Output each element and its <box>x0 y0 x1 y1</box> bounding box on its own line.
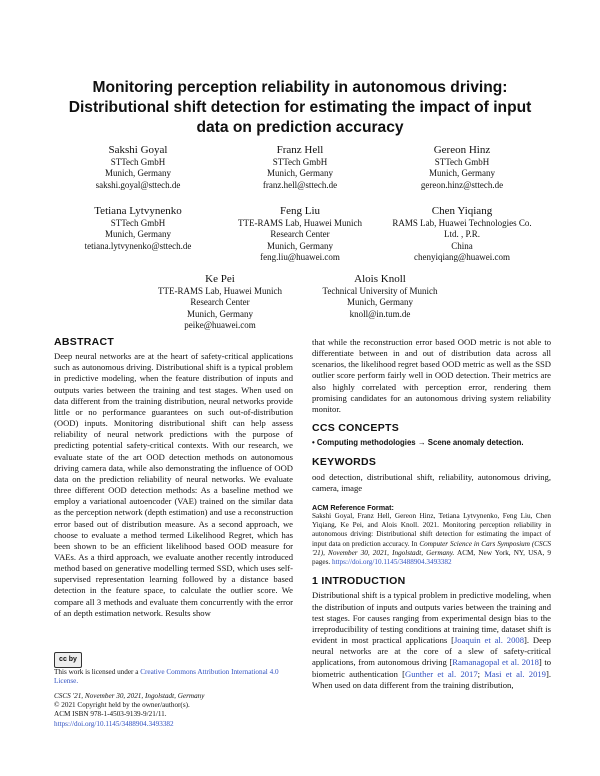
author-name: Alois Knoll <box>354 273 406 285</box>
title-line-2: Distributional shift detection for estimating the impact of input <box>68 99 532 116</box>
author-location: Munich, Germany <box>429 168 495 179</box>
abstract-heading: ABSTRACT <box>54 336 115 348</box>
author-email: peike@huawei.com <box>184 319 256 330</box>
author-name: Franz Hell <box>276 144 324 156</box>
right-column <box>312 337 551 691</box>
author-email: gereon.hinz@sttech.de <box>420 179 504 190</box>
author-block <box>376 204 548 263</box>
citation-link[interactable]: Joaquin et al. 2008 <box>453 635 524 646</box>
acm-reference <box>312 512 551 567</box>
keywords-text: ood detection, distributional shift, reliability, autonomous driving, camera, image <box>312 471 551 493</box>
acm-ref-text: Sakshi Goyal, Franz Hell, Gereon Hinz, Tetiana Lytvynenko, Feng Liu, Chen Yiqiang, Ke Pei, and Alois Knoll. 2021. Monitoring perception reliability in autonomous driving: Distributional shift detection for estimating the impact of input data on prediction accuracy. In <box>312 512 551 548</box>
author-email: knoll@in.tum.de <box>349 308 411 319</box>
title-line-3: data on prediction accuracy <box>196 119 404 136</box>
intro-p5: ]. When used on data different from the training distribution, <box>312 668 551 690</box>
citation-link[interactable]: Ramanagopal et al. 2018 <box>452 657 539 668</box>
author-email: tetiana.lytvynenko@sttech.de <box>84 240 192 251</box>
author-location: Munich, Germany <box>187 308 253 319</box>
author-affiliation: STTech GmbH <box>434 157 490 167</box>
author-affiliation: Technical University of Munich <box>322 286 438 296</box>
author-block <box>382 143 542 191</box>
abstract-text: Deep neural networks are at the heart of safety-critical applications such as autonomous driving. Distributional shift is a typical problem in predictive modeling, when the feature distribution of inputs and outputs varies between the training and test stages. When used on data different from the training distribution, neural networks provide little or no performance guarantees on such out-of-distribution (OOD) inputs. Monitoring distributional shift can help assess reliability of neural network predictions with the purpose of predicting potential safety-critical contexts. With our research, we evaluate state of the art OOD detection methods on autonomous driving camera data, while also demonstrating the influence of OOD data on the prediction reliability of neural networks. We evaluate three different OOD detection methods: As a baseline method we employ a variational autoencoder (VAE) trained on the similar data as the perception network (depth estimation) and use a reconstruction error based out of distribution measure. As a second approach, we choose to evaluate a method termed Likelihood Regret, which has been shown to be an efficient likelihood based OOD measure for VAEs. As a third approach, we evaluate another recently introduced method based on generative modelling termed SSD, which uses self-supervised representation learning followed by a distance based detection in the feature space, to calculate the outlier score. We compare all 3 methods and evaluate them concurrently with the error of an depth estimation network. Results show <box>54 351 293 618</box>
abstract-continuation: that while the reconstruction error based OOD metric is not able to differentiate between in and out of distribution data across all scenarios, the likelihood regret based OOD metric as well as the SSD outlier score perform fairly well in OOD detection. Their metrics are also highly correlated with perception error, rendering them promising candidates for an autonomous driving system reliability monitor. <box>312 337 551 414</box>
author-name: Gereon Hinz <box>433 144 491 156</box>
left-column <box>54 337 293 619</box>
author-email: feng.liu@huawei.com <box>260 251 340 262</box>
conference-line: CSCS '21, November 30, 2021, Ingolstadt, Germany <box>54 692 205 700</box>
author-affiliation: TTE-RAMS Lab, Huawei Munich <box>158 286 282 296</box>
citation-link[interactable]: Masi et al. 2019 <box>484 668 546 679</box>
author-block <box>48 204 228 252</box>
cc-by-license-icon[interactable]: cc by <box>54 652 82 668</box>
author-affiliation: STTech GmbH <box>272 157 328 167</box>
author-location: Munich, Germany <box>105 168 171 179</box>
intro-p3: ] to biometric authentication [ <box>312 657 551 679</box>
author-name: Feng Liu <box>279 205 321 217</box>
author-name: Sakshi Goyal <box>108 144 168 156</box>
author-affiliation-2: Research Center <box>270 229 330 240</box>
author-affiliation-2: Ltd. , P.R. <box>443 229 480 240</box>
author-location: Munich, Germany <box>347 297 413 308</box>
intro-p2: ]. Deep neural networks are at the core of a slew of safety-critical applications, from autonomous driving [ <box>312 635 551 668</box>
author-location: Munich, Germany <box>267 240 333 251</box>
author-email: sakshi.goyal@sttech.de <box>95 179 181 190</box>
ccs-text: • Computing methodologies → Scene anomaly detection. <box>312 438 524 448</box>
intro-text <box>312 590 551 690</box>
doi-link[interactable]: https://doi.org/10.1145/3488904.3493382 <box>54 719 174 728</box>
author-email: franz.hell@sttech.de <box>262 179 338 190</box>
intro-p4: ; <box>477 668 485 679</box>
author-name: Chen Yiqiang <box>431 205 493 217</box>
author-name: Tetiana Lytvynenko <box>94 205 182 217</box>
author-block <box>300 272 460 320</box>
acm-ref-tail: ACM, New York, NY, USA, 9 pages. <box>312 548 551 567</box>
author-email: chenyiqiang@huawei.com <box>413 251 510 262</box>
author-affiliation-2: Research Center <box>190 297 250 308</box>
author-location: Munich, Germany <box>105 229 171 240</box>
author-block <box>220 204 380 263</box>
author-location: China <box>451 240 473 251</box>
ccs-heading: CCS CONCEPTS <box>312 422 400 435</box>
intro-p1: Distributional shift is a typical problem in predictive modeling, when the distribution of inputs and outputs varies between the training and test stages. For causes ranging from experimental design bias to the irreproducibility of testing conditions at training time, dataset shift is evident in most practical applications [ <box>312 590 551 646</box>
acm-ref-doi-link[interactable]: https://doi.org/10.1145/3488904.3493382 <box>331 558 452 567</box>
author-affiliation: RAMS Lab, Huawei Technologies Co. <box>392 218 532 228</box>
author-affiliation: STTech GmbH <box>110 218 166 228</box>
copyright-block <box>54 692 293 729</box>
isbn-line: ACM ISBN 978-1-4503-9139-9/21/11. <box>54 710 167 719</box>
author-block <box>140 272 300 331</box>
license-text <box>54 668 293 686</box>
acm-ref-heading: ACM Reference Format: <box>312 502 394 512</box>
title-line-1: Monitoring perception reliability in autonomous driving: <box>92 79 508 96</box>
author-name: Ke Pei <box>205 273 235 285</box>
keywords-heading: KEYWORDS <box>312 456 377 469</box>
intro-heading: 1 INTRODUCTION <box>312 575 406 588</box>
copyright-line: © 2021 Copyright held by the owner/author(s). <box>54 701 190 710</box>
author-affiliation: STTech GmbH <box>110 157 166 167</box>
license-prefix: This work is licensed under a <box>54 668 141 676</box>
paper-title <box>50 78 550 138</box>
acm-ref-venue: Computer Science in Cars Symposium (CSCS '21), November 30, 2021, Ingolstadt, Germany. <box>312 539 552 557</box>
license-link[interactable]: Creative Commons Attribution International 4.0 License. <box>54 668 279 686</box>
citation-link[interactable]: Gunther et al. 2017 <box>404 668 478 679</box>
author-location: Munich, Germany <box>267 168 333 179</box>
author-affiliation: TTE-RAMS Lab, Huawei Munich <box>238 218 362 228</box>
license-block <box>54 648 293 668</box>
author-block <box>220 143 380 191</box>
author-block <box>58 143 218 191</box>
